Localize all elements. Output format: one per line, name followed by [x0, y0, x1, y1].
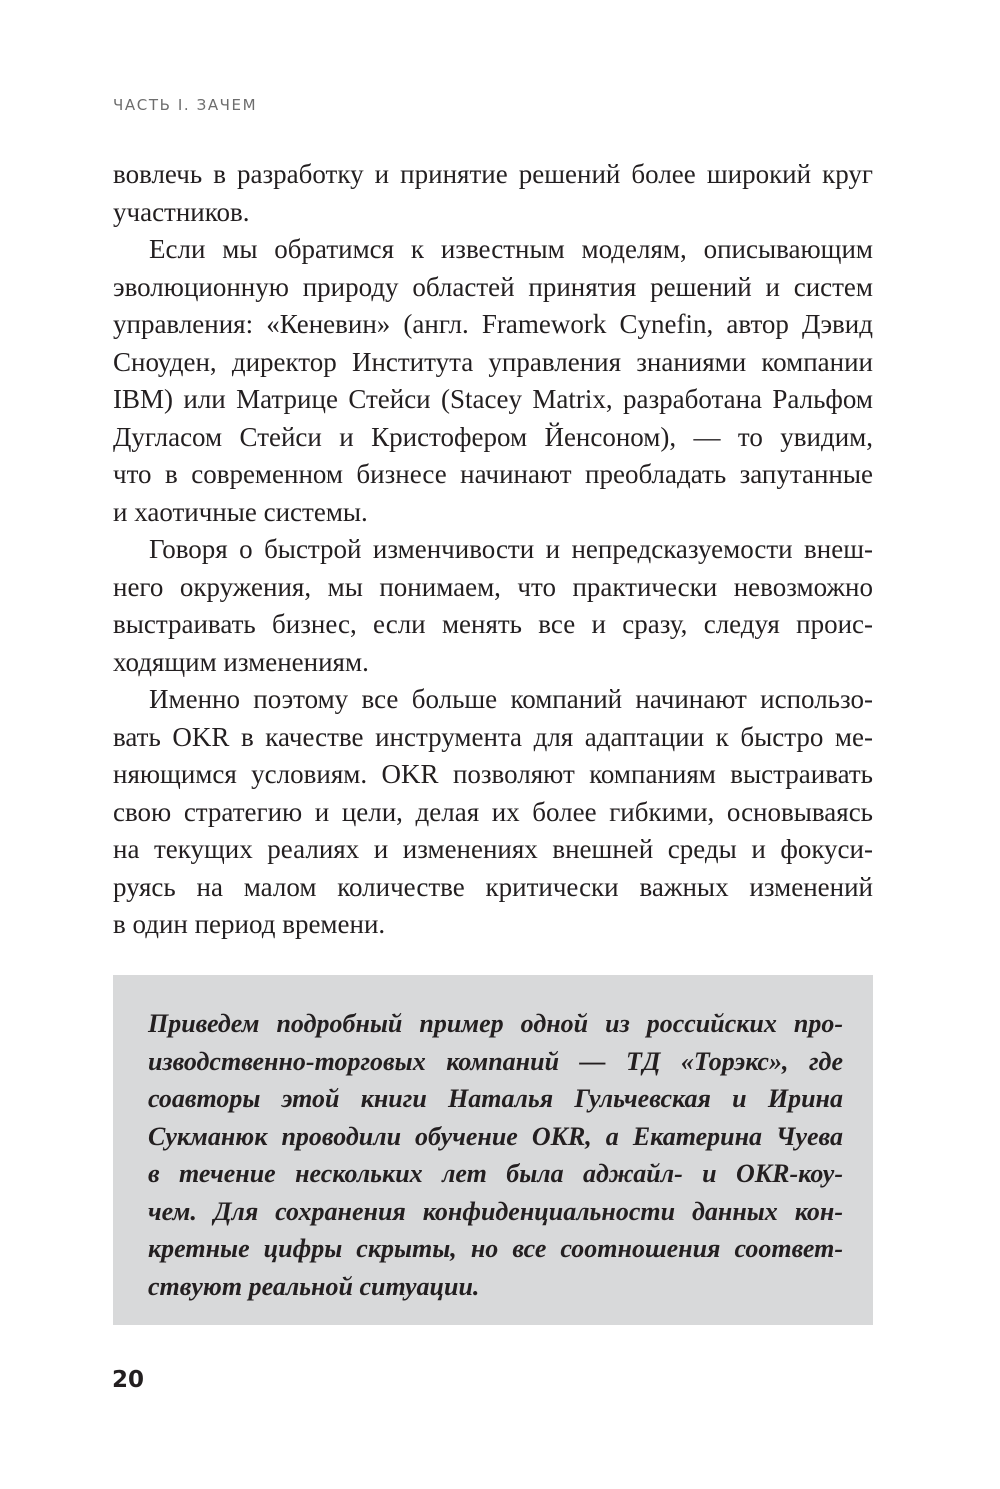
- text-line: Дугласом Стейси и Кристофером Йенсоном), — то увидим,: [113, 421, 873, 452]
- paragraph-2: [113, 231, 873, 531]
- text-line: эволюционную природу областей принятия решений и систем: [113, 271, 873, 302]
- text-line: выстраивать бизнес, если менять все и сразу, следуя проис-: [113, 609, 873, 639]
- running-head: ЧАСТЬ I. ЗАЧЕМ: [113, 96, 258, 114]
- text-line: участников.: [113, 196, 250, 227]
- text-line: руясь на малом количестве критически важных изменений: [113, 871, 873, 902]
- text-line: вать OKR в качестве инструмента для адаптации к быстро ме-: [113, 721, 873, 752]
- page-number: 20: [112, 1367, 145, 1393]
- text-line: свою стратегию и цели, делая их более гибкими, основываясь: [113, 796, 873, 827]
- callout-line: ствуют реальной ситуации.: [148, 1271, 480, 1301]
- text-line: няющимся условиям. OKR позволяют компаниям выстраивать: [113, 759, 873, 789]
- callout-box: [113, 975, 873, 1325]
- text-line: IBM) или Матрице Стейси (Stacey Matrix, разработана Ральфом: [113, 384, 873, 414]
- callout-line: чем. Для сохранения конфиденциальности данных кон-: [148, 1196, 843, 1226]
- callout-line: Приведем подробный пример одной из российских про-: [148, 1009, 843, 1038]
- text-line: на текущих реалиях и изменениях внешней среды и фокуси-: [113, 834, 873, 864]
- text-line: управления: «Кеневин» (англ. Framework Cynefin, автор Дэвид: [113, 309, 873, 339]
- paragraph-3: [113, 531, 873, 681]
- text-line: и хаотичные системы.: [113, 496, 368, 527]
- callout-line: соавторы этой книги Наталья Гульчевская и Ирина: [148, 1084, 843, 1113]
- callout-line: изводственно-торговых компаний — ТД «Торэкс», где: [148, 1046, 843, 1076]
- callout-line: кретные цифры скрыты, но все соотношения соответ-: [148, 1234, 843, 1263]
- text-line: Именно поэтому все больше компаний начинают использо-: [149, 684, 873, 714]
- text-line: Сноуден, директор Института управления знаниями компании: [113, 346, 873, 377]
- text-line: в один период времени.: [113, 909, 386, 939]
- text-line: Говоря о быстрой изменчивости и непредсказуемости внеш-: [149, 534, 873, 564]
- callout-line: в течение нескольких лет была аджайл- и OKR-коу-: [148, 1159, 843, 1188]
- text-line: вовлечь в разработку и принятие решений более широкий круг: [113, 159, 873, 189]
- body-text: [113, 156, 873, 944]
- text-line: ходящим изменениям.: [113, 646, 369, 677]
- text-line: него окружения, мы понимаем, что практически невозможно: [113, 571, 873, 602]
- text-line: Если мы обратимся к известным моделям, описывающим: [149, 234, 873, 264]
- paragraph-1: [113, 156, 873, 231]
- paragraph-4: [113, 681, 873, 944]
- callout-line: Сукманюк проводили обучение OKR, а Екатерина Чуева: [148, 1121, 843, 1151]
- text-line: что в современном бизнесе начинают преобладать запутанные: [113, 459, 873, 489]
- callout-text: [148, 1005, 843, 1305]
